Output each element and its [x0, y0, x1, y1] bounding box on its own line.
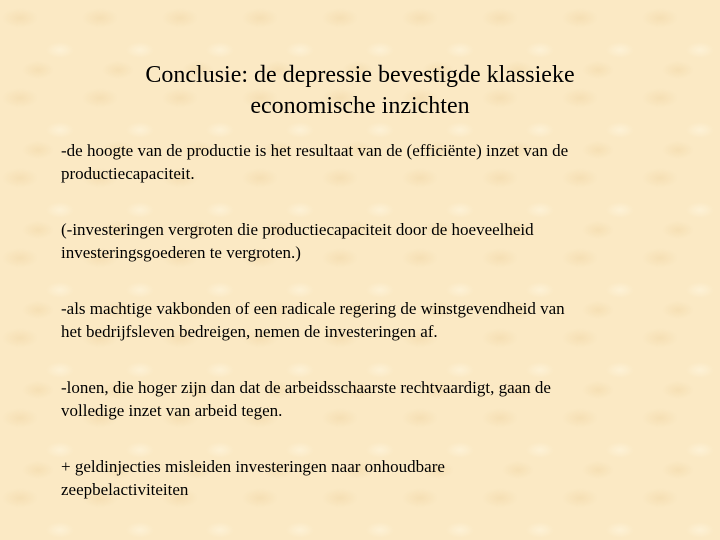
paragraph-line: + geldinjecties misleiden investeringen naar onhoudbare — [61, 457, 445, 476]
slide-title — [60, 60, 660, 122]
paragraph-vakbonden — [61, 297, 681, 343]
paragraph-geldinjecties — [61, 455, 681, 501]
slide-title-line-1: Conclusie: de depressie bevestigde klassieke — [145, 62, 575, 88]
paragraph-line: investeringsgoederen te vergroten.) — [61, 243, 301, 262]
slide-body — [61, 139, 681, 534]
paragraph-productie — [61, 139, 681, 185]
paragraph-investeringen — [61, 218, 681, 264]
paragraph-line: -als machtige vakbonden of een radicale regering de winstgevendheid van — [61, 299, 565, 318]
paragraph-lonen — [61, 376, 681, 422]
paragraph-line: zeepbelactiviteiten — [61, 480, 189, 499]
slide-title-line-2: economische inzichten — [250, 93, 470, 119]
paragraph-line: -lonen, die hoger zijn dan dat de arbeidsschaarste rechtvaardigt, gaan de — [61, 378, 551, 397]
paragraph-line: productiecapaciteit. — [61, 164, 195, 183]
paragraph-line: (-investeringen vergroten die productiecapaciteit door de hoeveelheid — [61, 220, 534, 239]
paragraph-line: -de hoogte van de productie is het resultaat van de (efficiënte) inzet van de — [61, 141, 569, 160]
paragraph-line: volledige inzet van arbeid tegen. — [61, 401, 283, 420]
paragraph-line: het bedrijfsleven bedreigen, nemen de investeringen af. — [61, 322, 438, 341]
